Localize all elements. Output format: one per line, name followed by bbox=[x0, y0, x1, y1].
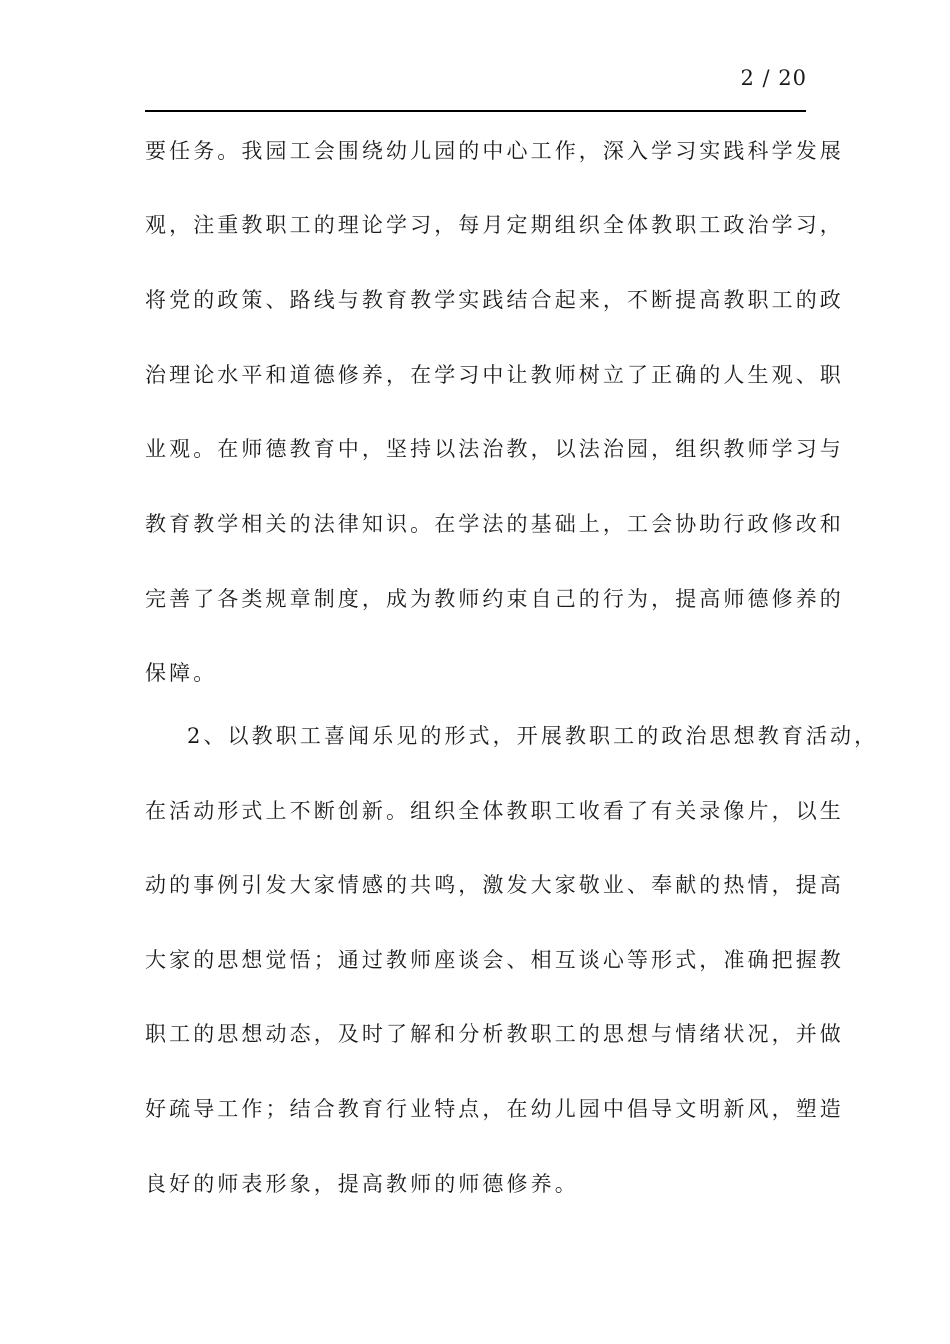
text-line: 将党的政策、路线与教育教学实践结合起来，不断提高教职工的政 bbox=[145, 288, 844, 312]
text-line: 在活动形式上不断创新。组织全体教职工收看了有关录像片，以生 bbox=[145, 799, 844, 823]
paragraph-start-line: 2、以教职工喜闻乐见的形式，开展教职工的政治思想教育活动， bbox=[187, 724, 879, 748]
text-line: 动的事例引发大家情感的共鸣，激发大家敬业、奉献的热情，提高 bbox=[145, 873, 844, 897]
text-line: 良好的师表形象，提高教师的师德修养。 bbox=[145, 1172, 579, 1196]
text-line: 观，注重教职工的理论学习，每月定期组织全体教职工政治学习， bbox=[145, 213, 844, 237]
text-line: 保障。 bbox=[145, 661, 218, 685]
text-line: 完善了各类规章制度，成为教师约束自己的行为，提高师德修养的 bbox=[145, 587, 844, 611]
text-line: 好疏导工作；结合教育行业特点，在幼儿园中倡导文明新风，塑造 bbox=[145, 1097, 844, 1121]
text-line: 教育教学相关的法律知识。在学法的基础上，工会协助行政修改和 bbox=[145, 512, 844, 536]
page-number: 2 / 20 bbox=[740, 66, 807, 90]
header-rule bbox=[145, 110, 806, 112]
text-line: 大家的思想觉悟；通过教师座谈会、相互谈心等形式，准确把握教 bbox=[145, 948, 844, 972]
text-line: 治理论水平和道德修养，在学习中让教师树立了正确的人生观、职 bbox=[145, 363, 844, 387]
text-line: 业观。在师德教育中，坚持以法治教，以法治园，组织教师学习与 bbox=[145, 437, 844, 461]
text-line: 要任务。我园工会围绕幼儿园的中心工作，深入学习实践科学发展 bbox=[145, 139, 844, 163]
text-line: 职工的思想动态，及时了解和分析教职工的思想与情绪状况，并做 bbox=[145, 1022, 844, 1046]
